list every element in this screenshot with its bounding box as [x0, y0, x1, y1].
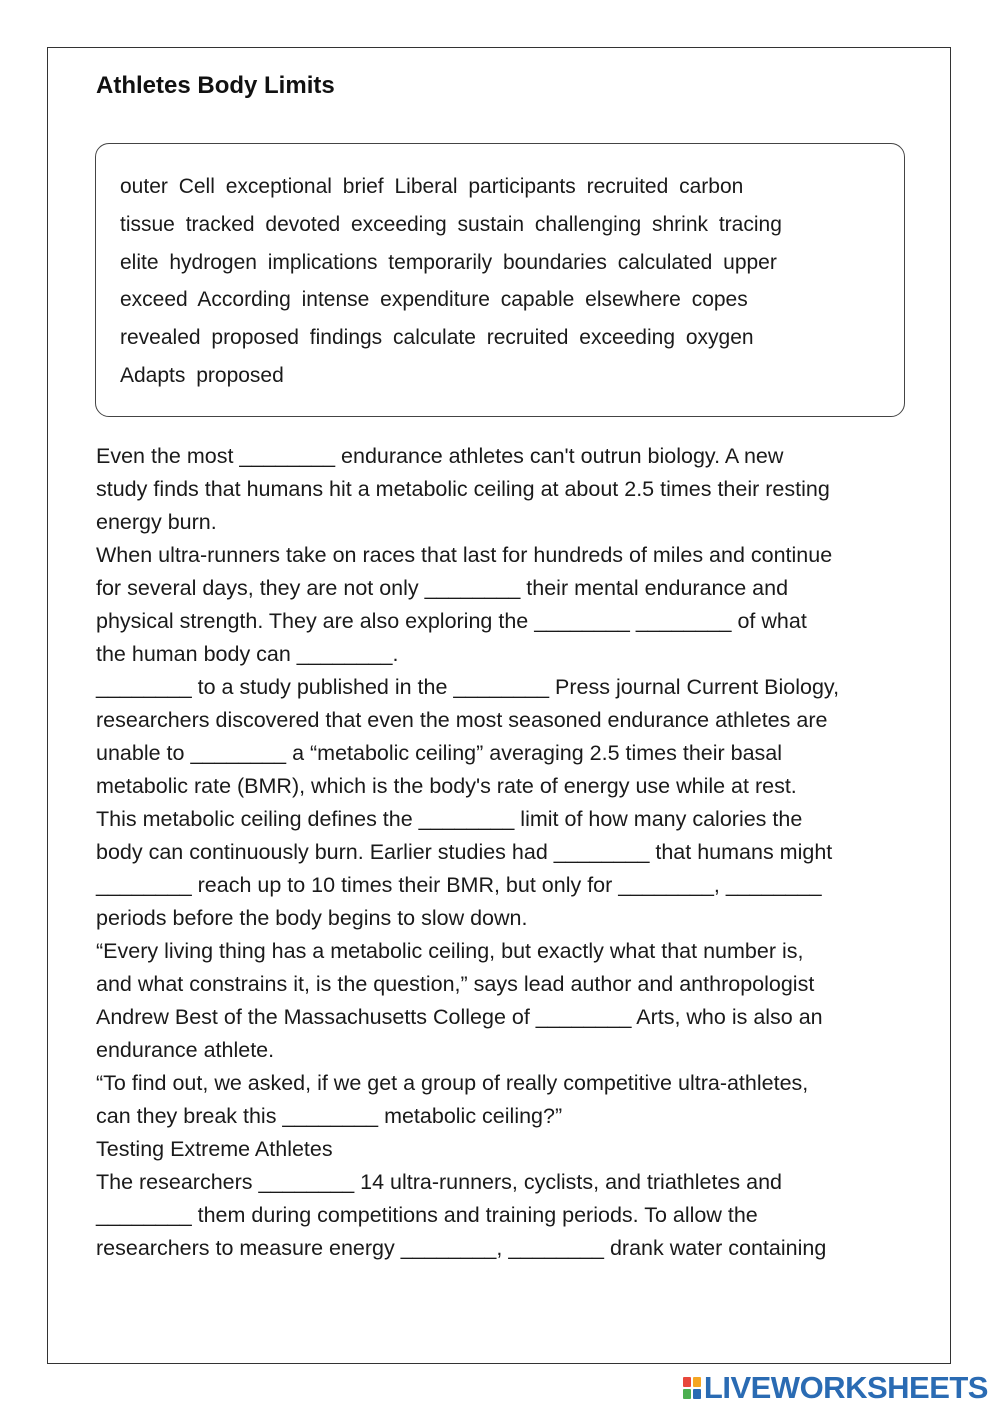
passage-line: Even the most ________ endurance athletes can't outrun biology. A new	[96, 444, 784, 468]
liveworksheets-logo[interactable]	[683, 1370, 988, 1406]
passage-line: can they break this ________ metabolic ceiling?”	[96, 1104, 563, 1128]
passage-line: physical strength. They are also exploring the ________ ________ of what	[96, 609, 807, 633]
passage-line: researchers to measure energy ________, ________ drank water containing	[96, 1236, 827, 1260]
passage-line: ________ them during competitions and training periods. To allow the	[96, 1203, 758, 1227]
word-bank-line: tissue tracked devoted exceeding sustain challenging shrink tracing	[120, 212, 782, 236]
passage-line: “Every living thing has a metabolic ceiling, but exactly what that number is,	[96, 939, 804, 963]
reading-passage	[96, 440, 926, 1265]
logo-mark-square	[693, 1377, 701, 1387]
logo-text: LIVEWORKSHEETS	[703, 1370, 988, 1405]
passage-line: metabolic rate (BMR), which is the body's rate of energy use while at rest.	[96, 774, 797, 798]
word-bank-line: Adapts proposed	[120, 363, 284, 387]
logo-mark-square	[683, 1389, 691, 1399]
passage-line: When ultra-runners take on races that last for hundreds of miles and continue	[96, 543, 833, 567]
passage-line: “To find out, we asked, if we get a group of really competitive ultra-athletes,	[96, 1071, 809, 1095]
passage-line: The researchers ________ 14 ultra-runners, cyclists, and triathletes and	[96, 1170, 782, 1194]
passage-line: endurance athlete.	[96, 1038, 275, 1062]
passage-line: for several days, they are not only ________ their mental endurance and	[96, 576, 789, 600]
word-bank-line: outer Cell exceptional brief Liberal participants recruited carbon	[120, 175, 744, 198]
passage-line: the human body can ________.	[96, 642, 399, 666]
word-bank-line: elite hydrogen implications temporarily boundaries calculated upper	[120, 250, 777, 274]
passage-line: and what constrains it, is the question,” says lead author and anthropologist	[96, 972, 815, 996]
logo-mark-square	[683, 1377, 691, 1387]
passage-line: ________ reach up to 10 times their BMR, but only for ________, ________	[96, 873, 822, 897]
passage-line: researchers discovered that even the most seasoned endurance athletes are	[96, 708, 828, 732]
word-bank-line: revealed proposed findings calculate recruited exceeding oxygen	[120, 326, 754, 350]
passage-line: body can continuously burn. Earlier studies had ________ that humans might	[96, 840, 833, 864]
passage-line: unable to ________ a “metabolic ceiling” averaging 2.5 times their basal	[96, 741, 783, 765]
logo-mark-icon	[683, 1377, 701, 1399]
worksheet-title: Athletes Body Limits	[96, 72, 335, 99]
passage-line: Andrew Best of the Massachusetts College of ________ Arts, who is also an	[96, 1005, 823, 1029]
passage-line: study finds that humans hit a metabolic ceiling at about 2.5 times their resting	[96, 477, 830, 501]
logo-mark-square	[693, 1389, 701, 1399]
passage-line: energy burn.	[96, 510, 217, 534]
passage-line: periods before the body begins to slow down.	[96, 906, 528, 930]
word-bank-line: exceed According intense expenditure capable elsewhere copes	[120, 288, 748, 312]
passage-subheading: Testing Extreme Athletes	[96, 1137, 333, 1161]
passage-line: This metabolic ceiling defines the ________ limit of how many calories the	[96, 807, 803, 831]
word-bank-box	[95, 143, 905, 417]
passage-line: ________ to a study published in the ________ Press journal Current Biology,	[96, 675, 840, 699]
